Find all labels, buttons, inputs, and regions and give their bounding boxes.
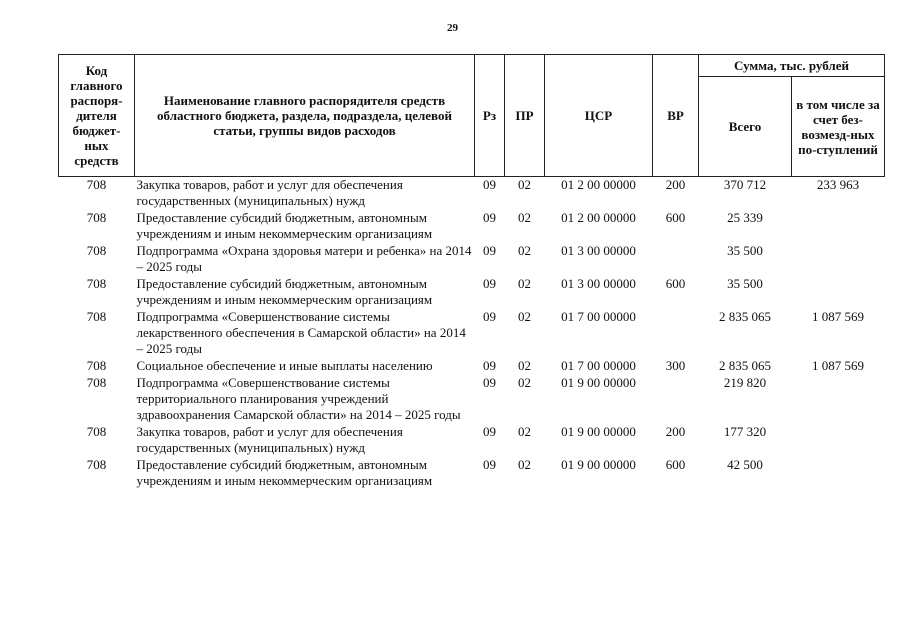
cell-csr: 01 2 00 00000 bbox=[561, 177, 636, 192]
cell-code: 708 bbox=[86, 424, 107, 439]
cell-pr: 02 bbox=[518, 243, 531, 258]
cell-free bbox=[792, 276, 885, 309]
header-pr: ПР bbox=[505, 55, 545, 177]
cell-name: Предоставление субсидий бюджетным, автономным учреждениям и иным некоммерческим организациям bbox=[136, 457, 433, 488]
cell-free bbox=[792, 243, 885, 276]
cell-rz: 09 bbox=[483, 375, 496, 390]
table-row bbox=[59, 457, 885, 490]
cell-total: 2 835 065 bbox=[719, 309, 771, 324]
table-row bbox=[59, 210, 885, 243]
cell-name: Предоставление субсидий бюджетным, автономным учреждениям и иным некоммерческим организациям bbox=[136, 276, 433, 307]
cell-code: 708 bbox=[86, 243, 107, 258]
table-row bbox=[59, 424, 885, 457]
cell-csr: 01 9 00 00000 bbox=[561, 375, 636, 390]
table-row bbox=[59, 309, 885, 358]
header-free: в том числе за счет без-возмезд-ных по-ступлений bbox=[792, 77, 885, 177]
cell-code: 708 bbox=[86, 309, 107, 324]
cell-name: Закупка товаров, работ и услуг для обеспечения государственных (муниципальных) нужд bbox=[136, 177, 403, 208]
cell-vr bbox=[653, 309, 699, 358]
cell-rz: 09 bbox=[483, 358, 496, 373]
cell-code: 708 bbox=[86, 457, 107, 472]
cell-code: 708 bbox=[86, 358, 107, 373]
cell-code: 708 bbox=[86, 210, 107, 225]
cell-free: 1 087 569 bbox=[812, 358, 864, 373]
budget-table bbox=[58, 54, 885, 490]
cell-code: 708 bbox=[86, 276, 107, 291]
cell-vr: 600 bbox=[665, 276, 686, 291]
cell-rz: 09 bbox=[483, 210, 496, 225]
cell-name: Подпрограмма «Совершенствование системы лекарственного обеспечения в Самарской области» на 2014 – 2025 годы bbox=[136, 309, 466, 356]
header-name: Наименование главного распорядителя средств областного бюджета, раздела, подраздела, целевой статьи, группы видов расходов bbox=[135, 55, 475, 177]
cell-vr: 600 bbox=[665, 210, 686, 225]
header-csr: ЦСР bbox=[545, 55, 653, 177]
cell-pr: 02 bbox=[518, 424, 531, 439]
cell-free bbox=[792, 210, 885, 243]
cell-csr: 01 9 00 00000 bbox=[561, 424, 636, 439]
cell-csr: 01 7 00 00000 bbox=[561, 309, 636, 324]
cell-vr bbox=[653, 243, 699, 276]
cell-name: Подпрограмма «Совершенствование системы территориального планирования учреждений здравоохранения Самарской области» на 2014 – 2025 годы bbox=[136, 375, 461, 422]
cell-vr: 200 bbox=[665, 177, 686, 192]
cell-free: 233 963 bbox=[816, 177, 860, 192]
header-total: Всего bbox=[699, 77, 792, 177]
cell-vr bbox=[653, 375, 699, 424]
cell-csr: 01 9 00 00000 bbox=[561, 457, 636, 472]
cell-csr: 01 7 00 00000 bbox=[561, 358, 636, 373]
cell-total: 219 820 bbox=[723, 375, 767, 390]
cell-vr: 300 bbox=[665, 358, 686, 373]
cell-rz: 09 bbox=[483, 276, 496, 291]
cell-pr: 02 bbox=[518, 375, 531, 390]
table-row bbox=[59, 358, 885, 375]
cell-total: 35 500 bbox=[727, 243, 763, 258]
table-body bbox=[59, 177, 885, 491]
cell-rz: 09 bbox=[483, 457, 496, 472]
cell-pr: 02 bbox=[518, 276, 531, 291]
cell-total: 370 712 bbox=[723, 177, 767, 192]
cell-vr: 600 bbox=[665, 457, 686, 472]
cell-code: 708 bbox=[86, 375, 107, 390]
cell-csr: 01 2 00 00000 bbox=[561, 210, 636, 225]
cell-csr: 01 3 00 00000 bbox=[561, 243, 636, 258]
table-row bbox=[59, 177, 885, 211]
cell-free bbox=[792, 375, 885, 424]
cell-rz: 09 bbox=[483, 177, 496, 192]
cell-rz: 09 bbox=[483, 309, 496, 324]
table-header bbox=[59, 55, 885, 177]
header-vr: ВР bbox=[653, 55, 699, 177]
table-row bbox=[59, 243, 885, 276]
cell-name: Закупка товаров, работ и услуг для обеспечения государственных (муниципальных) нужд bbox=[136, 424, 403, 455]
table-row bbox=[59, 375, 885, 424]
cell-rz: 09 bbox=[483, 424, 496, 439]
header-code: Код главного распоря-дителя бюджет-ных средств bbox=[59, 55, 135, 177]
header-sum-group: Сумма, тыс. рублей bbox=[699, 55, 885, 77]
cell-total: 42 500 bbox=[727, 457, 763, 472]
cell-name: Предоставление субсидий бюджетным, автономным учреждениям и иным некоммерческим организациям bbox=[136, 210, 433, 241]
cell-free bbox=[792, 424, 885, 457]
cell-total: 177 320 bbox=[723, 424, 767, 439]
cell-pr: 02 bbox=[518, 177, 531, 192]
cell-pr: 02 bbox=[518, 457, 531, 472]
cell-code: 708 bbox=[86, 177, 107, 192]
cell-pr: 02 bbox=[518, 309, 531, 324]
cell-name: Подпрограмма «Охрана здоровья матери и ребенка» на 2014 – 2025 годы bbox=[136, 243, 472, 274]
cell-pr: 02 bbox=[518, 210, 531, 225]
cell-name: Социальное обеспечение и иные выплаты населению bbox=[136, 358, 433, 373]
cell-vr: 200 bbox=[665, 424, 686, 439]
cell-free bbox=[792, 457, 885, 490]
cell-rz: 09 bbox=[483, 243, 496, 258]
cell-total: 35 500 bbox=[727, 276, 763, 291]
cell-free: 1 087 569 bbox=[812, 309, 864, 324]
cell-pr: 02 bbox=[518, 358, 531, 373]
cell-total: 2 835 065 bbox=[719, 358, 771, 373]
cell-total: 25 339 bbox=[727, 210, 763, 225]
page-number: 29 bbox=[447, 22, 458, 34]
table-row bbox=[59, 276, 885, 309]
header-rz: Рз bbox=[475, 55, 505, 177]
cell-csr: 01 3 00 00000 bbox=[561, 276, 636, 291]
